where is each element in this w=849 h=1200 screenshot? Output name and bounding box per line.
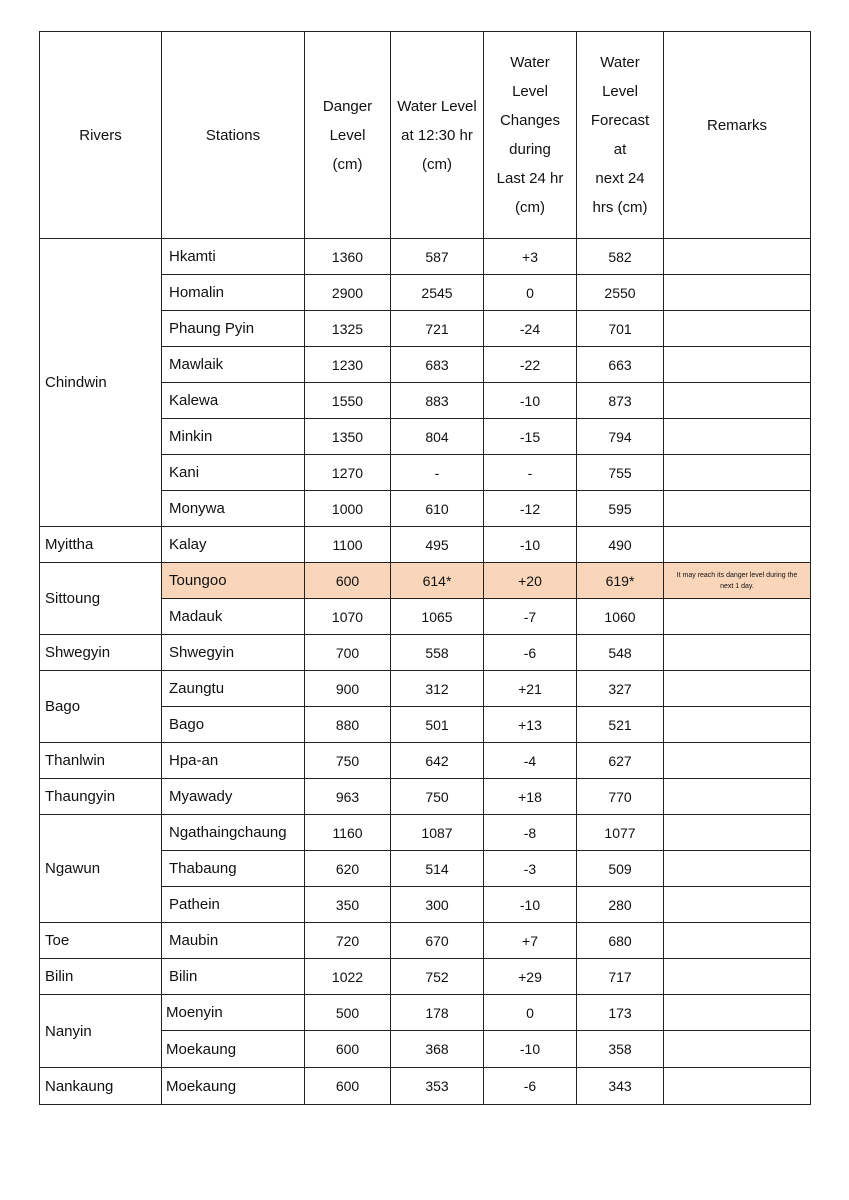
water-level-cell: 312: [391, 671, 484, 707]
remarks-cell: [664, 707, 811, 743]
header-line: Forecast: [590, 112, 650, 129]
level-change-cell: -7: [484, 599, 577, 635]
water-level-cell: -: [391, 455, 484, 491]
river-cell: Shwegyin: [40, 635, 162, 671]
level-change-cell: +18: [484, 779, 577, 815]
danger-level-cell: 1350: [305, 419, 391, 455]
forecast-cell: 173: [577, 995, 664, 1031]
danger-level-cell: 1070: [305, 599, 391, 635]
river-cell: Sittoung: [40, 563, 162, 635]
forecast-cell: 619*: [577, 563, 664, 599]
danger-level-cell: 1000: [305, 491, 391, 527]
danger-level-cell: 500: [305, 995, 391, 1031]
level-change-cell: -15: [484, 419, 577, 455]
remarks-cell: [664, 851, 811, 887]
danger-level-cell: 880: [305, 707, 391, 743]
station-cell: Moenyin: [162, 995, 305, 1031]
header-line: Last 24 hr: [496, 170, 564, 187]
station-cell: Kalewa: [162, 383, 305, 419]
table-row: [40, 815, 811, 851]
forecast-cell: 509: [577, 851, 664, 887]
forecast-cell: 627: [577, 743, 664, 779]
remarks-cell: [664, 239, 811, 275]
table-body: [40, 239, 811, 1105]
water-level-table: [39, 31, 811, 1105]
header-row: [40, 32, 811, 239]
forecast-cell: 770: [577, 779, 664, 815]
remarks-cell: [664, 1068, 811, 1105]
danger-level-cell: 1270: [305, 455, 391, 491]
table-row: [40, 563, 811, 599]
danger-level-cell: 963: [305, 779, 391, 815]
header-line: Level: [512, 83, 548, 100]
header-line: Danger: [322, 97, 373, 115]
station-cell: Monywa: [162, 491, 305, 527]
danger-level-cell: 1100: [305, 527, 391, 563]
water-level-cell: 614*: [391, 563, 484, 599]
water-level-cell: 752: [391, 959, 484, 995]
water-level-cell: 368: [391, 1031, 484, 1068]
river-cell: Bago: [40, 671, 162, 743]
remarks-cell: [664, 1031, 811, 1068]
water-level-cell: 495: [391, 527, 484, 563]
station-cell: Ngathaingchaung: [162, 815, 305, 851]
level-change-cell: 0: [484, 995, 577, 1031]
table-row: [40, 743, 811, 779]
river-cell: Ngawun: [40, 815, 162, 923]
level-change-cell: 0: [484, 275, 577, 311]
table-row: [40, 779, 811, 815]
water-level-cell: 300: [391, 887, 484, 923]
header-line: Level: [602, 83, 638, 100]
water-level-cell: 353: [391, 1068, 484, 1105]
header-line: (cm): [422, 155, 452, 173]
river-cell: Myittha: [40, 527, 162, 563]
header-line: hrs (cm): [592, 199, 648, 216]
danger-level-cell: 1325: [305, 311, 391, 347]
forecast-cell: 521: [577, 707, 664, 743]
forecast-cell: 717: [577, 959, 664, 995]
river-cell: Toe: [40, 923, 162, 959]
level-change-cell: -24: [484, 311, 577, 347]
station-cell: Madauk: [162, 599, 305, 635]
level-change-cell: -10: [484, 1031, 577, 1068]
level-change-cell: +29: [484, 959, 577, 995]
header-line: Changes: [499, 112, 561, 129]
danger-level-cell: 900: [305, 671, 391, 707]
level-change-cell: +13: [484, 707, 577, 743]
level-change-cell: -6: [484, 635, 577, 671]
danger-level-cell: 720: [305, 923, 391, 959]
forecast-cell: 2550: [577, 275, 664, 311]
river-cell: Thaungyin: [40, 779, 162, 815]
station-cell: Moekaung: [162, 1068, 305, 1105]
danger-level-cell: 600: [305, 1068, 391, 1105]
remarks-cell: [664, 671, 811, 707]
remarks-cell: [664, 743, 811, 779]
level-change-cell: -10: [484, 527, 577, 563]
forecast-cell: 1077: [577, 815, 664, 851]
station-cell: Thabaung: [162, 851, 305, 887]
water-level-cell: 683: [391, 347, 484, 383]
forecast-cell: 663: [577, 347, 664, 383]
table-row: [40, 923, 811, 959]
river-cell: Thanlwin: [40, 743, 162, 779]
table-row: [40, 671, 811, 707]
header-water-level: [391, 32, 484, 239]
remarks-cell: It may reach its danger level during the next 1 day.: [664, 563, 811, 599]
level-change-cell: +3: [484, 239, 577, 275]
header-forecast: [577, 32, 664, 239]
water-level-cell: 721: [391, 311, 484, 347]
river-cell: Chindwin: [40, 239, 162, 527]
danger-level-cell: 620: [305, 851, 391, 887]
remarks-cell: [664, 311, 811, 347]
header-remarks: Remarks: [664, 32, 811, 239]
table-row: [40, 527, 811, 563]
forecast-cell: 490: [577, 527, 664, 563]
level-change-cell: +7: [484, 923, 577, 959]
water-level-cell: 1087: [391, 815, 484, 851]
header-line: Water: [510, 54, 550, 71]
river-cell: Nanyin: [40, 995, 162, 1068]
level-change-cell: -4: [484, 743, 577, 779]
forecast-cell: 327: [577, 671, 664, 707]
danger-level-cell: 1550: [305, 383, 391, 419]
remarks-cell: [664, 923, 811, 959]
water-level-cell: 2545: [391, 275, 484, 311]
remarks-cell: [664, 491, 811, 527]
danger-level-cell: 600: [305, 1031, 391, 1068]
header-line: (cm): [332, 155, 363, 173]
remarks-cell: [664, 599, 811, 635]
level-change-cell: +20: [484, 563, 577, 599]
level-change-cell: -8: [484, 815, 577, 851]
danger-level-cell: 1022: [305, 959, 391, 995]
station-cell: Homalin: [162, 275, 305, 311]
river-cell: Nankaung: [40, 1068, 162, 1105]
danger-level-cell: 1360: [305, 239, 391, 275]
station-cell: Shwegyin: [162, 635, 305, 671]
water-level-cell: 587: [391, 239, 484, 275]
remarks-cell: [664, 455, 811, 491]
station-cell: Phaung Pyin: [162, 311, 305, 347]
water-level-cell: 514: [391, 851, 484, 887]
water-level-cell: 804: [391, 419, 484, 455]
station-cell: Bilin: [162, 959, 305, 995]
level-change-cell: +21: [484, 671, 577, 707]
forecast-cell: 595: [577, 491, 664, 527]
river-cell: Bilin: [40, 959, 162, 995]
water-level-cell: 883: [391, 383, 484, 419]
danger-level-cell: 1230: [305, 347, 391, 383]
forecast-cell: 343: [577, 1068, 664, 1105]
water-level-cell: 1065: [391, 599, 484, 635]
level-change-cell: -6: [484, 1068, 577, 1105]
remarks-cell: [664, 419, 811, 455]
header-line: Level: [329, 126, 366, 144]
station-cell: Kani: [162, 455, 305, 491]
forecast-cell: 755: [577, 455, 664, 491]
forecast-cell: 548: [577, 635, 664, 671]
forecast-cell: 280: [577, 887, 664, 923]
forecast-cell: 680: [577, 923, 664, 959]
remarks-cell: [664, 779, 811, 815]
danger-level-cell: 750: [305, 743, 391, 779]
remarks-cell: [664, 635, 811, 671]
header-line: at: [613, 141, 627, 158]
water-level-cell: 750: [391, 779, 484, 815]
station-cell: Myawady: [162, 779, 305, 815]
table-row: [40, 959, 811, 995]
forecast-cell: 701: [577, 311, 664, 347]
header-line: Water Level: [397, 97, 477, 115]
danger-level-cell: 1160: [305, 815, 391, 851]
header-line: (cm): [515, 199, 545, 216]
station-cell: Mawlaik: [162, 347, 305, 383]
station-cell: Minkin: [162, 419, 305, 455]
remarks-cell: [664, 275, 811, 311]
station-cell: Zaungtu: [162, 671, 305, 707]
water-level-cell: 558: [391, 635, 484, 671]
water-level-cell: 501: [391, 707, 484, 743]
water-level-document: [39, 31, 811, 1105]
danger-level-cell: 700: [305, 635, 391, 671]
forecast-cell: 358: [577, 1031, 664, 1068]
table-row: [40, 1068, 811, 1105]
remarks-cell: [664, 383, 811, 419]
table-row: [40, 239, 811, 275]
remarks-cell: [664, 815, 811, 851]
header-level-changes: [484, 32, 577, 239]
station-cell: Maubin: [162, 923, 305, 959]
forecast-cell: 794: [577, 419, 664, 455]
station-cell: Hkamti: [162, 239, 305, 275]
level-change-cell: -3: [484, 851, 577, 887]
header-line: during: [509, 141, 551, 158]
water-level-cell: 670: [391, 923, 484, 959]
forecast-cell: 1060: [577, 599, 664, 635]
header-rivers: Rivers: [40, 32, 162, 239]
level-change-cell: -10: [484, 887, 577, 923]
level-change-cell: -: [484, 455, 577, 491]
station-cell: Pathein: [162, 887, 305, 923]
water-level-cell: 642: [391, 743, 484, 779]
remarks-cell: [664, 959, 811, 995]
station-cell: Moekaung: [162, 1031, 305, 1068]
header-line: next 24: [595, 170, 645, 187]
level-change-cell: -10: [484, 383, 577, 419]
station-cell: Toungoo: [162, 563, 305, 599]
station-cell: Bago: [162, 707, 305, 743]
water-level-cell: 610: [391, 491, 484, 527]
remarks-cell: [664, 347, 811, 383]
danger-level-cell: 2900: [305, 275, 391, 311]
water-level-cell: 178: [391, 995, 484, 1031]
table-row: [40, 995, 811, 1031]
remarks-cell: [664, 995, 811, 1031]
station-cell: Hpa-an: [162, 743, 305, 779]
header-stations: Stations: [162, 32, 305, 239]
remarks-cell: [664, 887, 811, 923]
danger-level-cell: 600: [305, 563, 391, 599]
level-change-cell: -12: [484, 491, 577, 527]
forecast-cell: 873: [577, 383, 664, 419]
header-line: at 12:30 hr: [401, 126, 473, 144]
header-line: Water: [600, 54, 640, 71]
remarks-cell: [664, 527, 811, 563]
danger-level-cell: 350: [305, 887, 391, 923]
station-cell: Kalay: [162, 527, 305, 563]
header-danger-level: [305, 32, 391, 239]
forecast-cell: 582: [577, 239, 664, 275]
level-change-cell: -22: [484, 347, 577, 383]
table-row: [40, 635, 811, 671]
